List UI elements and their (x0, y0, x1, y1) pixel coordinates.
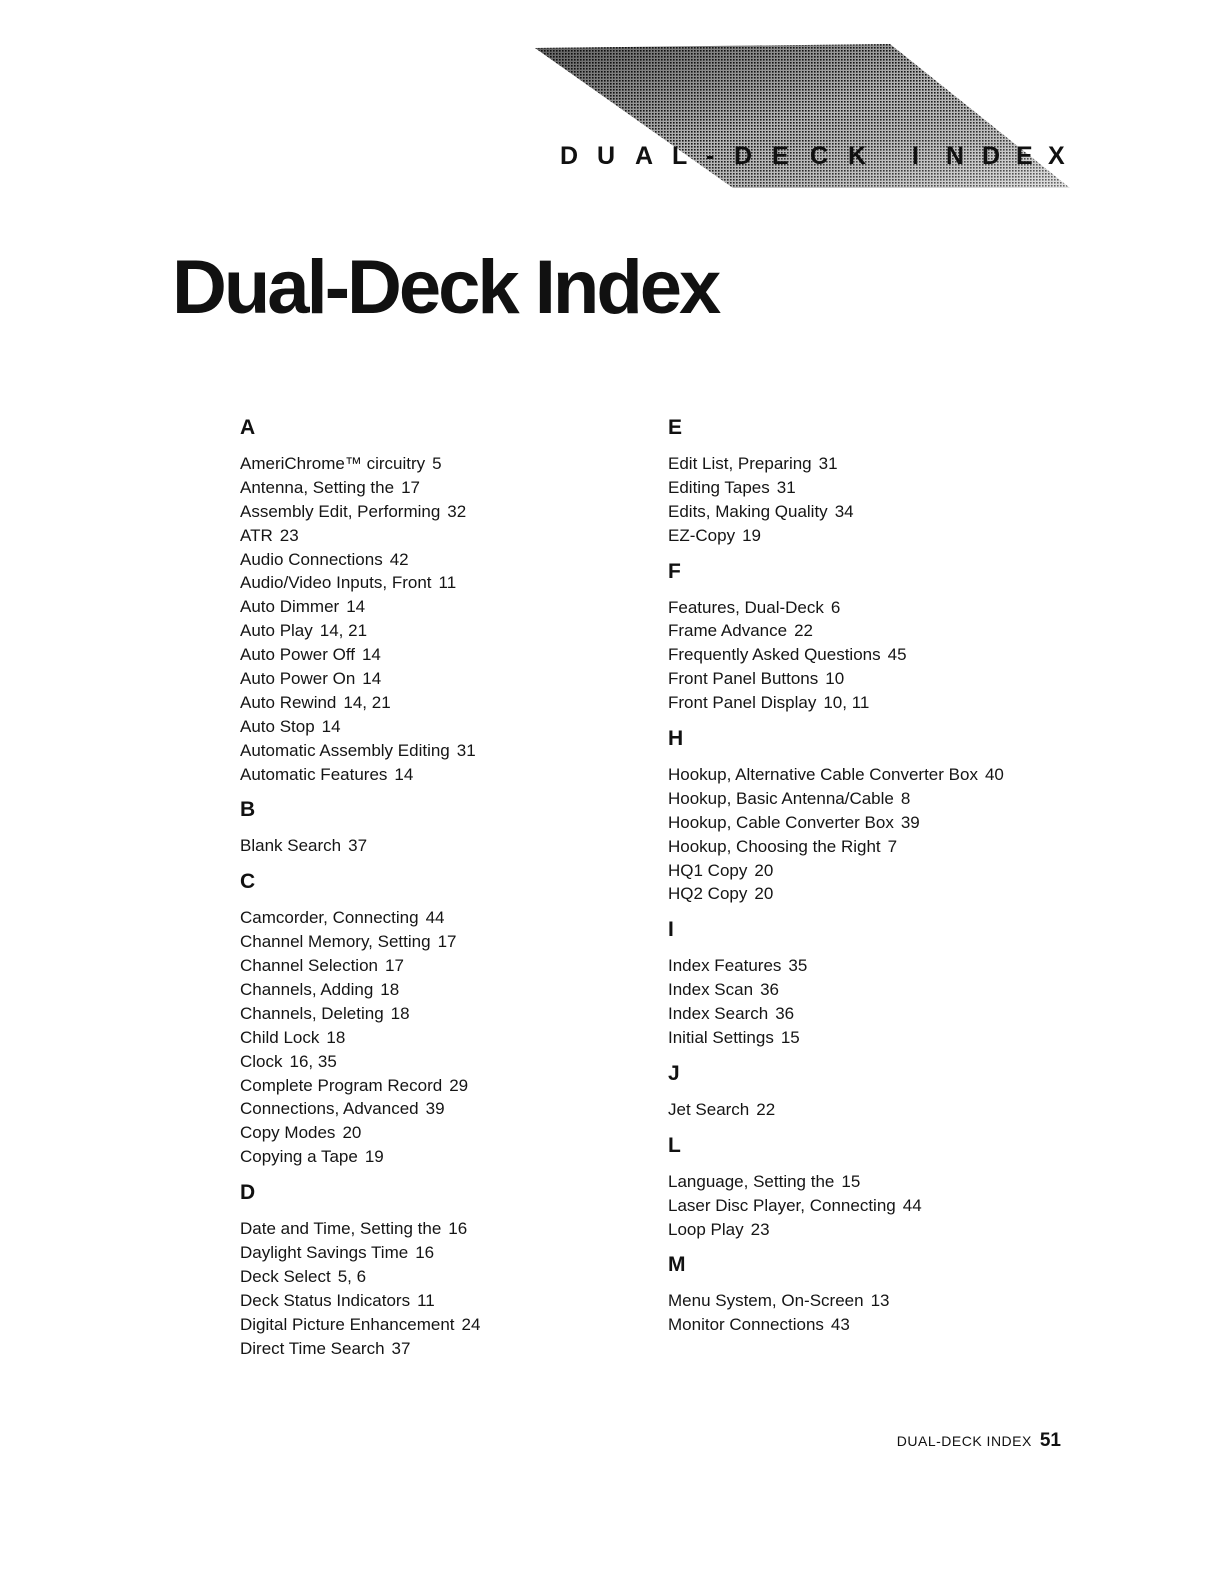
index-entry (668, 1194, 1068, 1218)
entry-term: Direct Time Search (240, 1338, 385, 1358)
index-entry (668, 476, 1068, 500)
entry-page-numbers: 10, 11 (823, 693, 870, 713)
entry-page-numbers: 31 (776, 477, 796, 497)
page-number: 51 (1039, 1430, 1061, 1451)
entry-page-numbers: 20 (754, 884, 774, 904)
section-letter: F (668, 559, 681, 583)
index-entry (240, 1050, 640, 1074)
entry-page-numbers: 24 (461, 1314, 481, 1334)
section-letter: C (240, 870, 256, 894)
entry-term: Hookup, Alternative Cable Converter Box (668, 765, 978, 785)
index-entry (240, 571, 640, 595)
index-section (240, 796, 640, 858)
entry-page-numbers: 17 (401, 477, 420, 497)
entry-page-numbers: 5 (432, 454, 442, 473)
entry-term: Date and Time, Setting the (240, 1219, 442, 1239)
entry-page-numbers: 39 (900, 812, 920, 832)
banner-letter: D (982, 142, 1001, 170)
entry-term: Frequently Asked Questions (668, 645, 881, 665)
entry-term: ATR (240, 525, 273, 545)
entry-term: Audio/Video Inputs, Front (240, 573, 432, 593)
entry-page-numbers: 14 (346, 597, 366, 617)
entry-page-numbers: 16 (415, 1243, 435, 1263)
entry-term: Child Lock (240, 1027, 320, 1047)
index-entry (668, 763, 1068, 787)
index-entry (668, 811, 1068, 835)
index-column-right (668, 414, 1068, 1347)
banner-letter: A (635, 142, 654, 170)
entry-page-numbers: 5, 6 (337, 1266, 367, 1286)
entry-page-numbers: 14 (394, 764, 414, 784)
entry-page-numbers: 14 (362, 669, 382, 689)
entry-term: Edits, Making Quality (668, 501, 828, 521)
entry-page-numbers: 39 (425, 1099, 445, 1119)
index-section (668, 916, 1068, 1050)
index-entry (668, 643, 1068, 667)
entry-term: Channels, Adding (240, 980, 374, 1000)
index-section (668, 1060, 1068, 1122)
entry-page-numbers: 8 (900, 788, 911, 808)
entry-page-numbers: 18 (380, 980, 400, 1000)
section-letter: A (240, 416, 256, 439)
banner-letter: - (706, 142, 715, 170)
entry-term: Camcorder, Connecting (240, 908, 419, 928)
index-entry (668, 1289, 1068, 1313)
entry-page-numbers: 19 (364, 1147, 384, 1167)
index-entry (240, 1313, 640, 1337)
entry-term: Index Features (668, 956, 782, 976)
index-entry (240, 619, 640, 643)
entry-page-numbers: 15 (841, 1171, 861, 1191)
index-entry (668, 1026, 1068, 1050)
index-section (668, 1132, 1068, 1242)
section-letter: J (668, 1061, 680, 1085)
index-entry (668, 619, 1068, 643)
entry-term: Menu System, On-Screen (668, 1291, 864, 1311)
banner-letter: C (810, 142, 829, 170)
entry-term: Deck Status Indicators (240, 1290, 411, 1310)
entry-term: Digital Picture Enhancement (240, 1314, 455, 1334)
banner-letter: E (1016, 142, 1033, 170)
entry-page-numbers: 35 (788, 956, 808, 976)
entry-page-numbers: 18 (326, 1027, 346, 1047)
index-section (668, 725, 1068, 906)
entry-term: Initial Settings (668, 1028, 774, 1048)
index-column-left (240, 414, 640, 1371)
index-entry (240, 978, 640, 1002)
index-entry (668, 1313, 1068, 1337)
entry-term: Language, Setting the (668, 1171, 835, 1191)
entry-page-numbers: 22 (756, 1099, 776, 1119)
entry-term: Deck Select (240, 1266, 331, 1286)
entry-page-numbers: 37 (348, 836, 368, 856)
index-entry (668, 835, 1068, 859)
entry-page-numbers: 16, 35 (289, 1051, 337, 1071)
entry-page-numbers: 31 (818, 454, 838, 473)
index-entry (240, 1145, 640, 1169)
entry-page-numbers: 14 (321, 716, 341, 736)
entry-page-numbers: 36 (775, 1004, 795, 1024)
entry-term: EZ-Copy (668, 525, 736, 545)
entry-term: Auto Dimmer (240, 597, 340, 617)
entry-page-numbers: 23 (279, 525, 299, 545)
index-entry (240, 930, 640, 954)
section-letter: D (240, 1181, 256, 1205)
header-banner-text (556, 138, 1076, 174)
banner-letter: K (848, 142, 867, 170)
banner-letter: D (734, 142, 753, 170)
entry-term: Laser Disc Player, Connecting (668, 1195, 896, 1215)
index-entry (668, 691, 1068, 715)
entry-term: Channel Selection (240, 956, 378, 976)
page-footer (897, 1430, 1061, 1452)
entry-page-numbers: 36 (760, 980, 779, 1000)
index-entry (240, 476, 640, 500)
index-entry (668, 882, 1068, 906)
entry-term: Automatic Assembly Editing (240, 740, 450, 760)
entry-page-numbers: 23 (750, 1219, 770, 1239)
entry-term: Copying a Tape (240, 1147, 358, 1167)
entry-term: Automatic Features (240, 764, 388, 784)
index-entry (668, 1098, 1068, 1122)
banner-letter: D (560, 142, 579, 170)
entry-page-numbers: 37 (391, 1338, 411, 1358)
index-entry (240, 834, 640, 858)
entry-page-numbers: 42 (389, 549, 409, 569)
entry-term: Hookup, Cable Converter Box (668, 812, 894, 832)
index-entry (668, 1002, 1068, 1026)
entry-term: Front Panel Display (668, 693, 817, 713)
index-entry (240, 715, 640, 739)
entry-term: Auto Stop (240, 716, 315, 736)
index-entry (240, 1217, 640, 1241)
index-entry (668, 596, 1068, 620)
index-entry (668, 667, 1068, 691)
section-letter: B (240, 798, 256, 822)
entry-term: AmeriChrome™ circuitry (240, 454, 426, 473)
index-entry (240, 1074, 640, 1098)
section-letter: I (668, 918, 674, 942)
entry-term: Daylight Savings Time (240, 1243, 409, 1263)
entry-term: HQ2 Copy (668, 884, 748, 904)
index-entry (240, 595, 640, 619)
entry-term: Hookup, Choosing the Right (668, 836, 881, 856)
index-entry (240, 739, 640, 763)
entry-term: Editing Tapes (668, 477, 770, 497)
banner-letter: N (946, 142, 965, 170)
index-entry (240, 691, 640, 715)
entry-page-numbers: 29 (449, 1075, 469, 1095)
entry-page-numbers: 15 (780, 1028, 800, 1048)
index-entry (240, 1097, 640, 1121)
index-entry (240, 1241, 640, 1265)
index-entry (240, 1289, 640, 1313)
entry-page-numbers: 20 (754, 860, 774, 880)
index-entry (668, 787, 1068, 811)
index-entry (240, 1002, 640, 1026)
index-entry (668, 500, 1068, 524)
banner-letter: L (672, 142, 688, 170)
banner-letter: I (912, 142, 919, 170)
index-section (668, 558, 1068, 715)
entry-page-numbers: 6 (830, 597, 841, 617)
section-letter: M (668, 1253, 686, 1277)
index-entry (668, 954, 1068, 978)
entry-term: Audio Connections (240, 549, 383, 569)
index-entry (668, 1218, 1068, 1242)
entry-page-numbers: 45 (887, 645, 907, 665)
banner-letter: E (772, 142, 789, 170)
entry-page-numbers: 17 (437, 932, 457, 952)
entry-page-numbers: 7 (887, 836, 898, 856)
index-entry (240, 452, 640, 476)
entry-term: Auto Power Off (240, 645, 355, 665)
index-entry (240, 1265, 640, 1289)
index-entry (240, 667, 640, 691)
entry-page-numbers: 32 (447, 501, 467, 521)
entry-page-numbers: 18 (390, 1003, 410, 1023)
entry-page-numbers: 19 (742, 525, 761, 545)
index-section (240, 1179, 640, 1360)
entry-page-numbers: 17 (384, 956, 404, 976)
entry-page-numbers: 34 (834, 501, 854, 521)
index-entry (240, 524, 640, 548)
index-entry (240, 763, 640, 787)
entry-term: Index Scan (668, 980, 754, 1000)
entry-term: Clock (240, 1051, 283, 1071)
entry-term: Complete Program Record (240, 1075, 443, 1095)
page-title: Dual-Deck Index (172, 245, 719, 330)
index-entry (668, 978, 1068, 1002)
entry-term: Frame Advance (668, 621, 788, 641)
entry-page-numbers: 14 (361, 645, 381, 665)
entry-term: Hookup, Basic Antenna/Cable (668, 788, 894, 808)
entry-page-numbers: 11 (438, 573, 457, 593)
entry-term: Connections, Advanced (240, 1099, 419, 1119)
entry-term: Loop Play (668, 1219, 744, 1239)
index-entry (668, 1170, 1068, 1194)
index-entry (668, 859, 1068, 883)
index-entry (240, 548, 640, 572)
entry-term: Assembly Edit, Performing (240, 501, 441, 521)
entry-term: HQ1 Copy (668, 860, 748, 880)
entry-page-numbers: 44 (425, 908, 445, 928)
index-entry (240, 906, 640, 930)
banner-letter: U (597, 142, 616, 170)
entry-term: Front Panel Buttons (668, 669, 819, 689)
index-section (668, 414, 1068, 548)
entry-page-numbers: 43 (830, 1315, 850, 1335)
entry-term: Auto Rewind (240, 692, 337, 712)
entry-page-numbers: 14, 21 (319, 621, 368, 641)
index-entry (240, 1026, 640, 1050)
index-section (240, 414, 640, 786)
entry-term: Blank Search (240, 836, 342, 856)
entry-page-numbers: 20 (342, 1123, 362, 1143)
index-section (668, 1251, 1068, 1337)
index-entry (240, 1337, 640, 1361)
entry-page-numbers: 44 (902, 1195, 922, 1215)
entry-page-numbers: 16 (448, 1219, 468, 1239)
entry-term: Jet Search (668, 1099, 750, 1119)
section-letter: E (668, 416, 683, 439)
entry-page-numbers: 14, 21 (343, 692, 391, 712)
index-entry (668, 452, 1068, 476)
entry-page-numbers: 31 (456, 740, 476, 760)
entry-term: Edit List, Preparing (668, 454, 812, 473)
entry-term: Auto Power On (240, 669, 356, 689)
index-entry (668, 524, 1068, 548)
entry-term: Index Search (668, 1004, 769, 1024)
section-letter: L (668, 1133, 681, 1157)
entry-page-numbers: 11 (417, 1290, 435, 1310)
entry-term: Antenna, Setting the (240, 477, 395, 497)
entry-page-numbers: 13 (870, 1291, 890, 1311)
entry-page-numbers: 10 (825, 669, 845, 689)
index-section (240, 868, 640, 1169)
entry-page-numbers: 22 (794, 621, 813, 641)
entry-term: Auto Play (240, 621, 313, 641)
banner-letter: X (1048, 142, 1065, 170)
section-letter: H (668, 727, 684, 751)
entry-term: Copy Modes (240, 1123, 336, 1143)
entry-term: Monitor Connections (668, 1315, 824, 1335)
index-entry (240, 954, 640, 978)
index-entry (240, 1121, 640, 1145)
entry-term: Channel Memory, Setting (240, 932, 431, 952)
entry-term: Channels, Deleting (240, 1003, 384, 1023)
footer-label: DUAL-DECK INDEX (896, 1433, 1032, 1449)
index-entry (240, 500, 640, 524)
index-entry (240, 643, 640, 667)
entry-term: Features, Dual-Deck (668, 597, 824, 617)
entry-page-numbers: 40 (984, 765, 1004, 785)
